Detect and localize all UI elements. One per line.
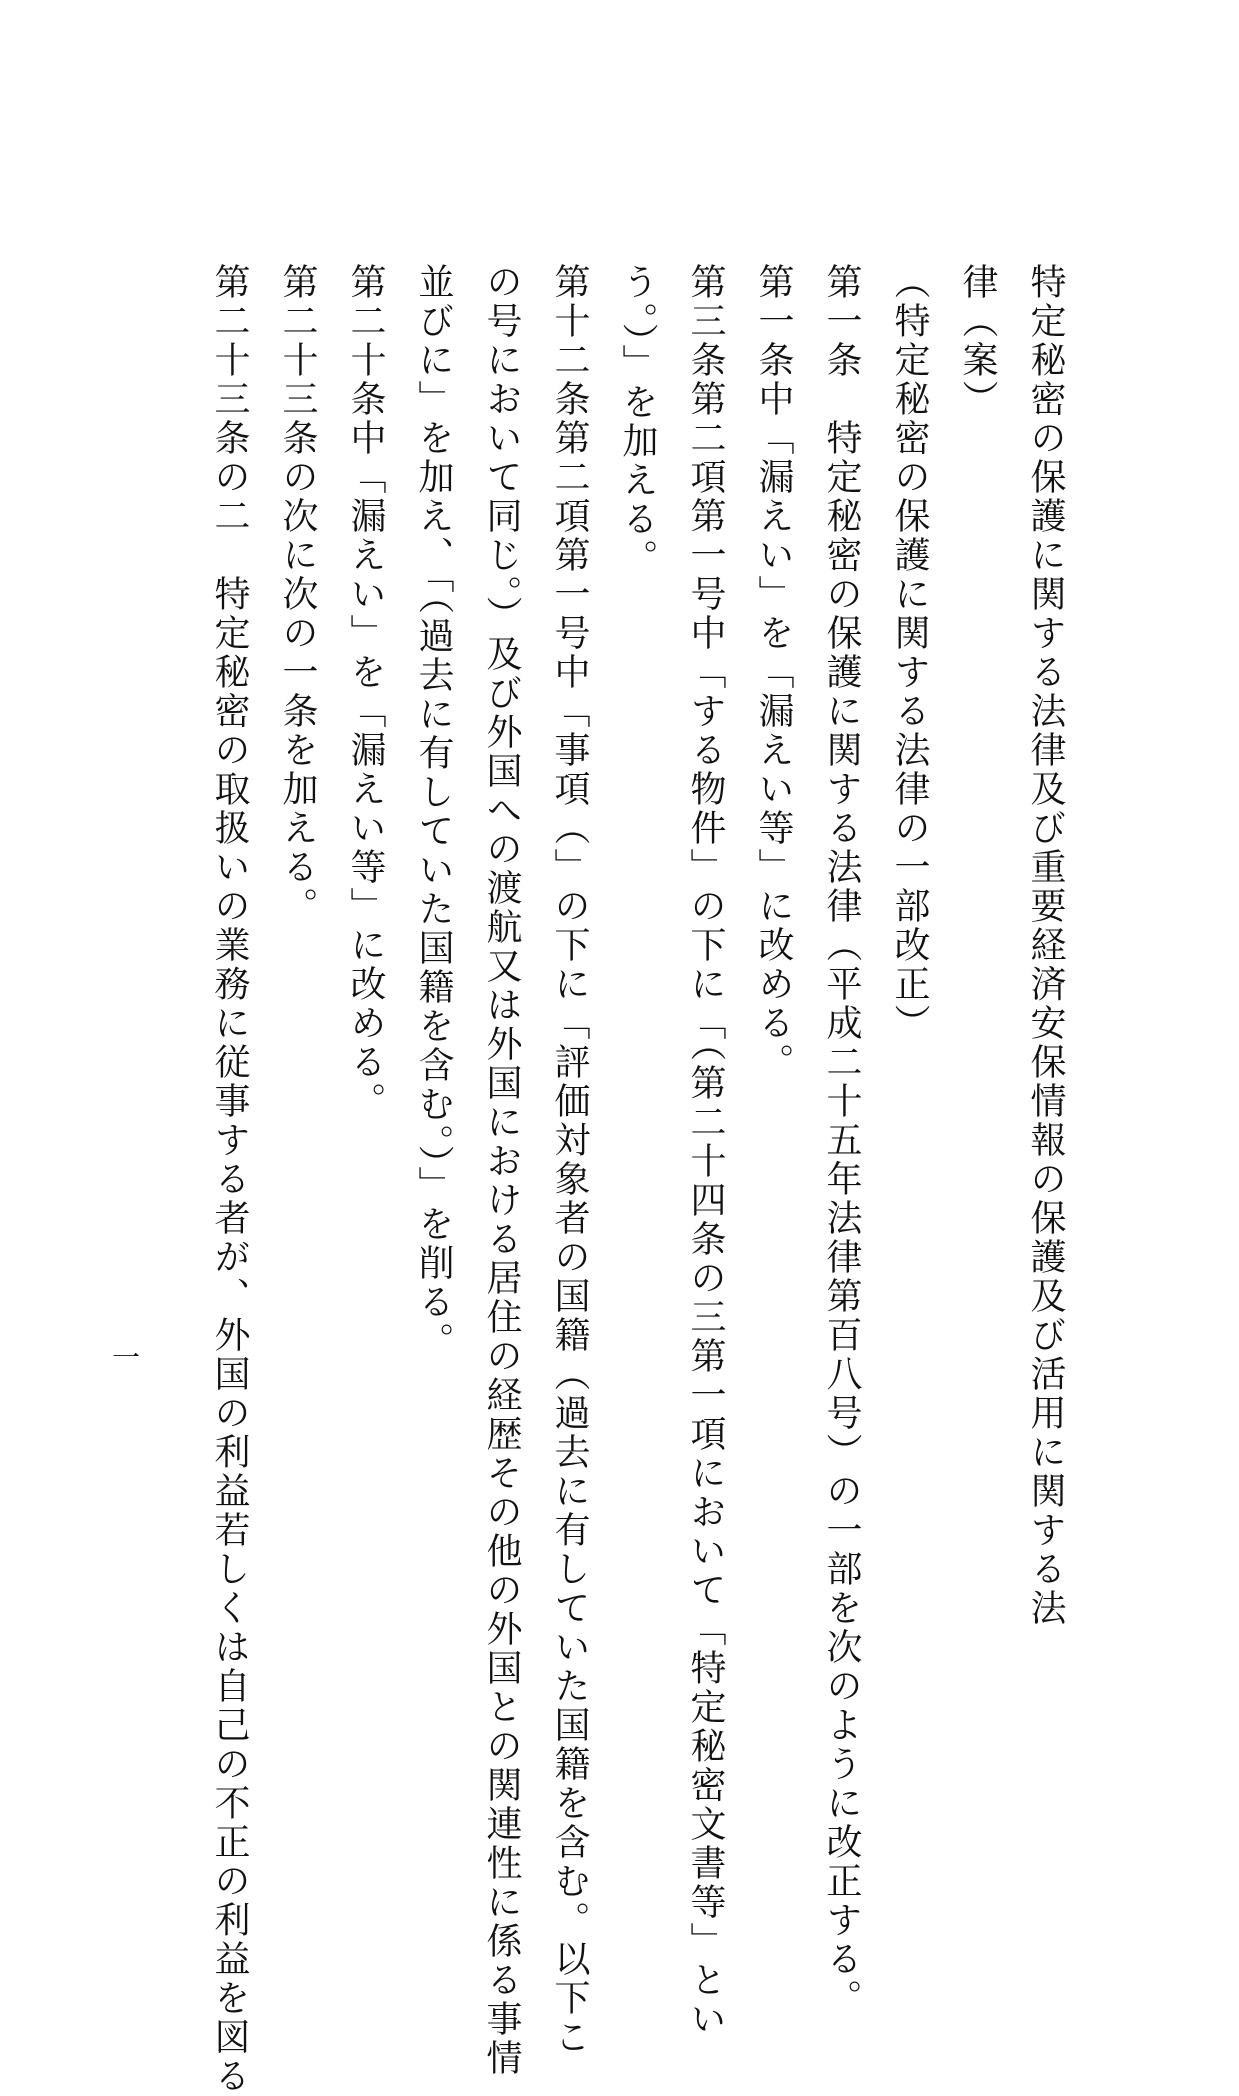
body-line-9: 第二十三条の次に次の一条を加える。: [277, 263, 318, 926]
section-heading: （特定秘密の保護に関する法律の一部改正）: [889, 263, 930, 1043]
body-line-6: の号において同じ。）及び外国への渡航又は外国における居住の経歴その他の外国との関連性に係る事情: [481, 263, 522, 2078]
body-line-1: 第一条 特定秘密の保護に関する法律（平成二十五年法律第百八号）の一部を次のように改正する。: [821, 263, 862, 2018]
document-title-line-1: 特定秘密の保護に関する法律及び重要経済安保情報の保護及び活用に関する法: [1025, 263, 1066, 1628]
body-line-4: う。）」を加える。: [617, 263, 658, 578]
page-number: 一: [112, 1341, 141, 1374]
document-title-line-2: 律（案）: [957, 263, 998, 419]
body-line-5: 第十二条第二項第一号中「事項（」の下に「評価対象者の国籍（過去に有していた国籍を含む。以下こ: [549, 263, 590, 2057]
body-line-2: 第一条中「漏えい」を「漏えい等」に改める。: [753, 263, 794, 1082]
body-line-7: 並びに」を加え、「（過去に有していた国籍を含む。）」を削る。: [413, 263, 454, 1361]
body-line-8: 第二十条中「漏えい」を「漏えい等」に改める。: [345, 263, 386, 1121]
body-line-3: 第三条第二項第一号中「する物件」の下に「（第二十四条の三第一項において「特定秘密文書等」とい: [685, 263, 726, 2039]
body-line-10: 第二十三条の二 特定秘密の取扱いの業務に従事する者が、外国の利益若しくは自己の不正の利益を図る: [209, 263, 250, 2096]
